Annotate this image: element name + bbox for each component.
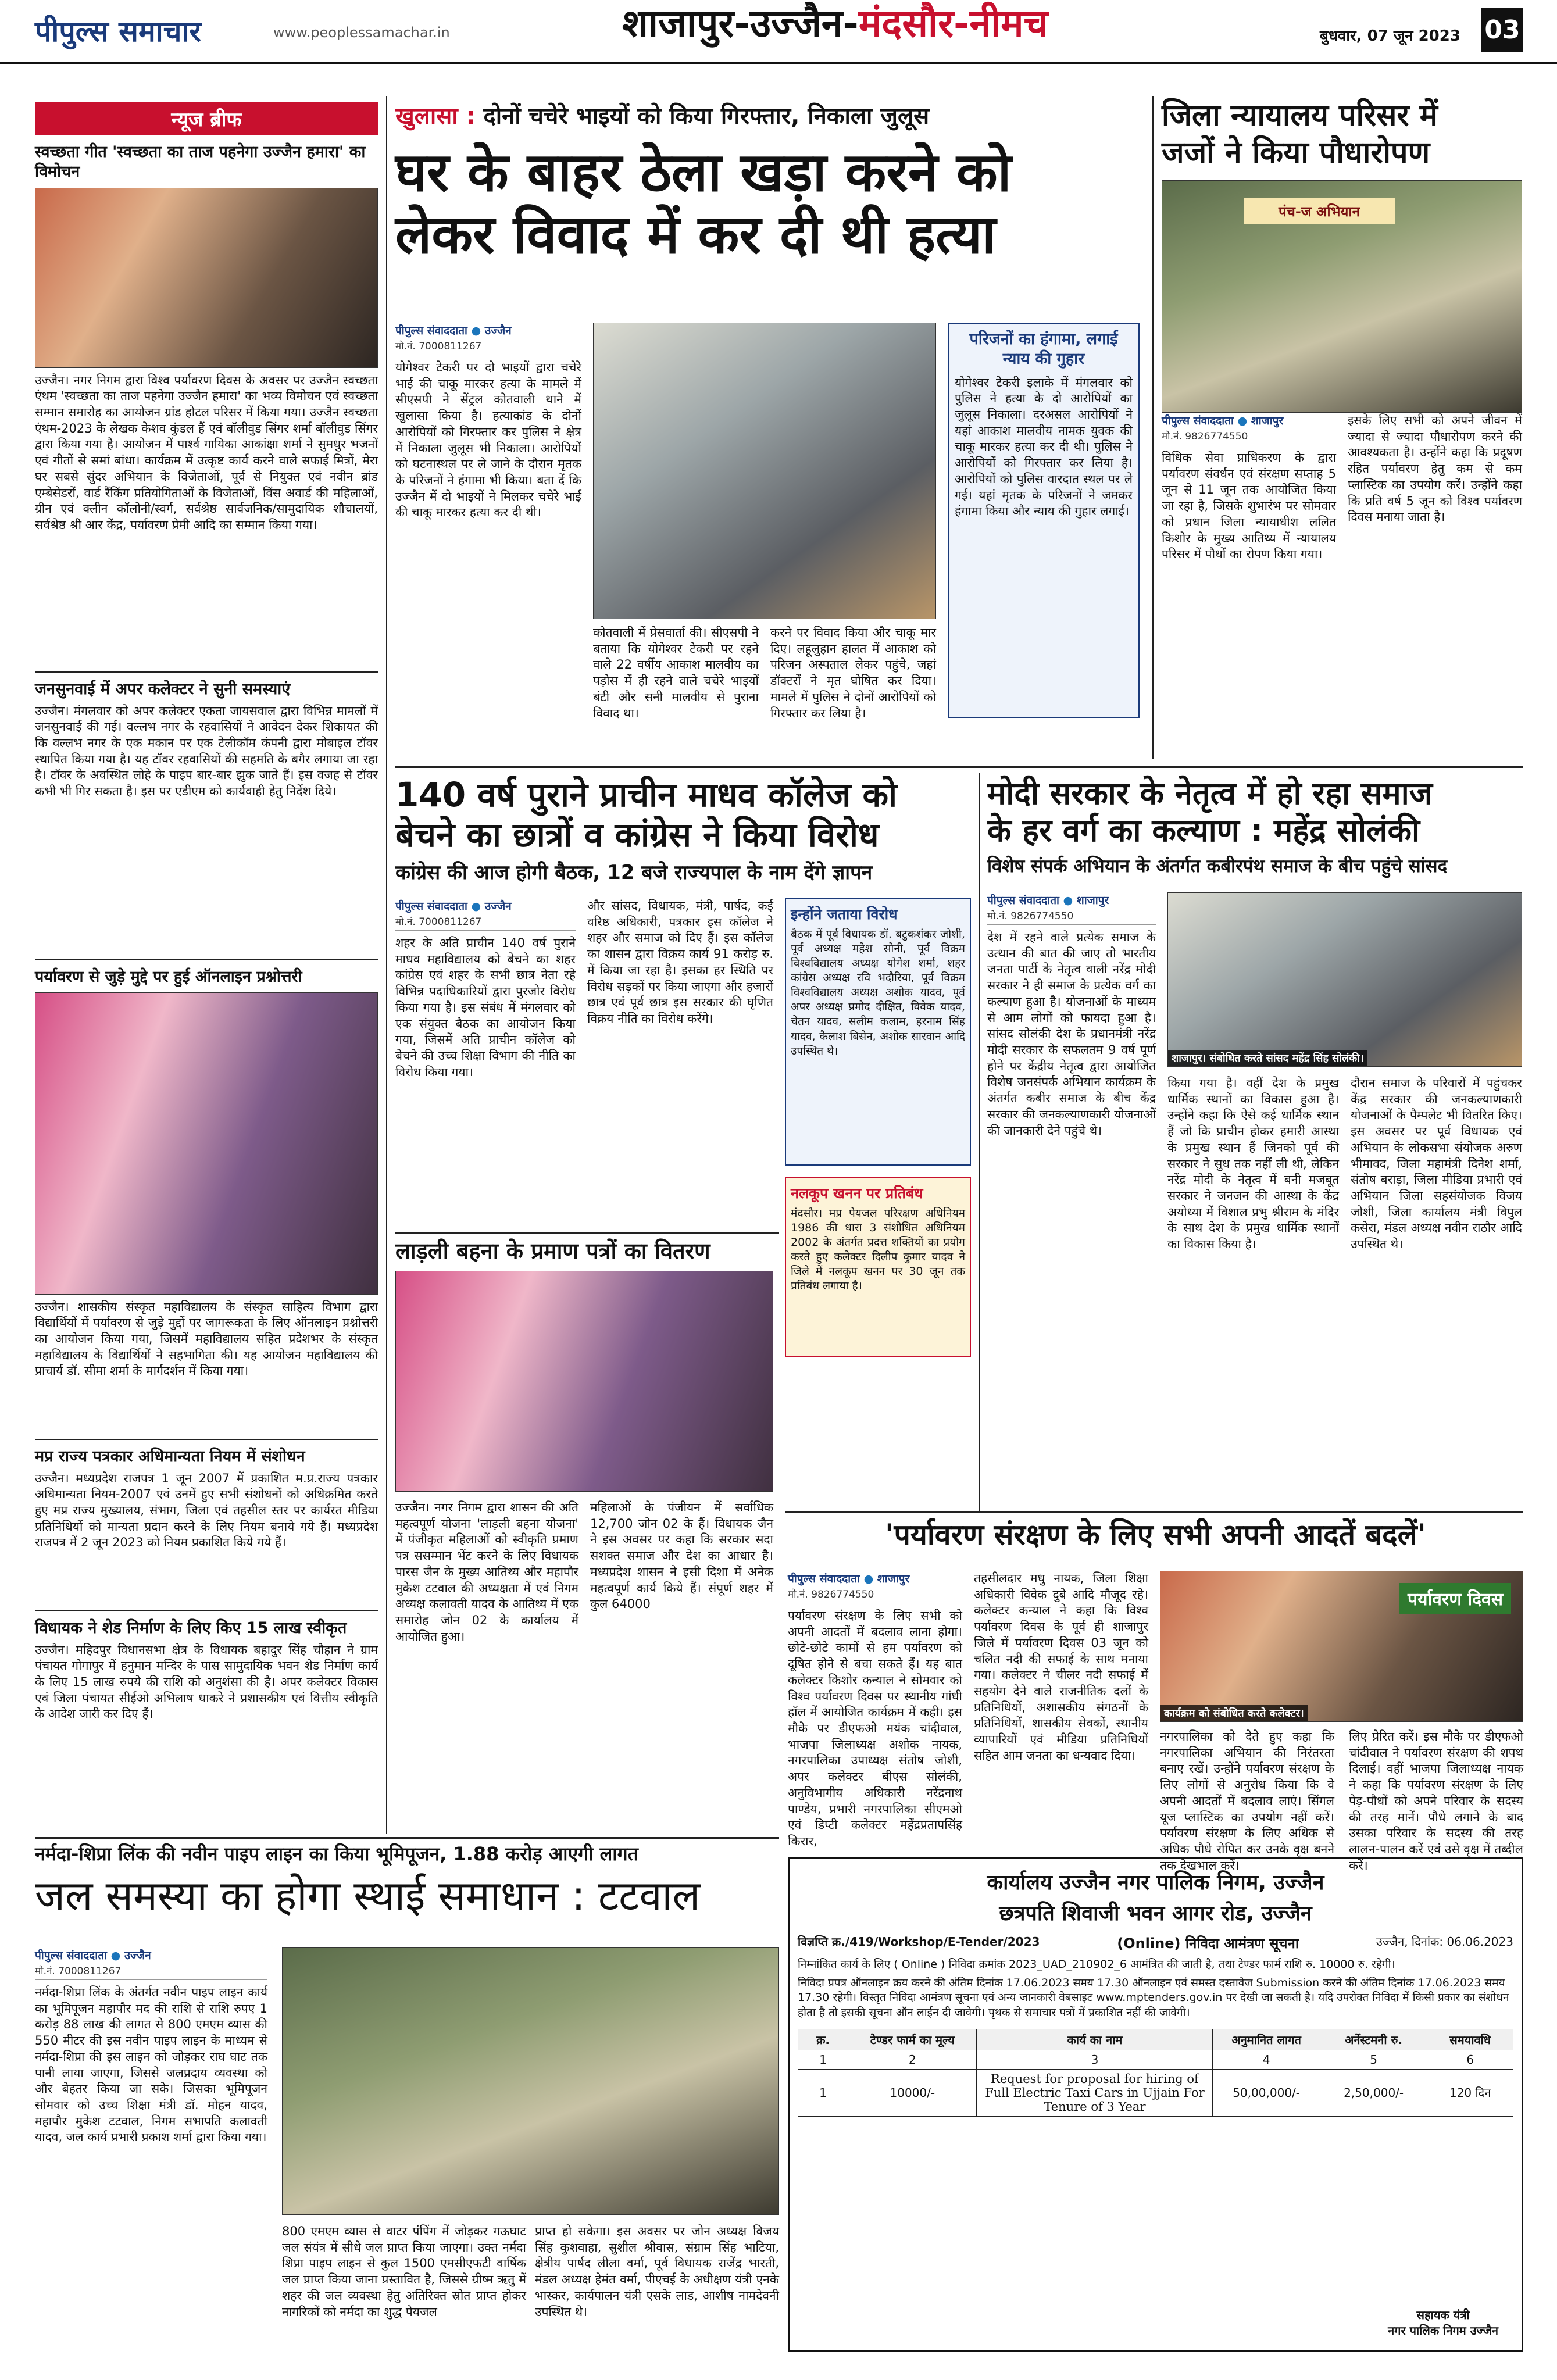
college-headline-line1: 140 वर्ष पुराने प्राचीन माधव कॉलेज को [395,775,898,814]
env-photo [1160,1571,1523,1722]
table-cell: 4 [1213,2050,1320,2069]
tender-th-form-price: टेण्डर फार्म का मूल्य [848,2029,977,2050]
brief-5-title: विधायक ने शेड निर्माण के लिए किए 15 लाख स्वीकृत [35,1610,378,1638]
table-cell: Request for proposal for hiring of Full Electric Taxi Cars in Ujjain For Tenure of 3 Year [977,2069,1213,2116]
ladli-col2-text: महिलाओं के पंजीयन में सर्वाधिक 12,700 जोन 02 के हैं। विधायक जैन ने इस अवसर पर कहा कि सरकार सदा सशक्त समाज और देश का आधार है। मध्यप्रदेश शासन ने इसी दिशा में अनेक महत्वपूर्ण कार्य किये हैं। संपूर्ण शहर में कुल 64000 [590,1500,773,1611]
lead-col1-text: योगेश्वर टेकरी पर दो भाइयों द्वारा चचेरे भाई की चाकू मारकर हत्या के मामले में सीएसपी ने सेंट्रल कोतवाली थाने में खुलासा किया है। हत्याकांड के दोनों आरोपियों को गिरफ्तार कर पुलिस ने क्षेत्र में निकाला जुलूस भी निकाला। आरोपियों को घटनास्थल पर ले जाने के दौरान मृतक के परिजनों ने हंगामा भी किया। बता दें कि उज्जैन में दो भाइयों ने मिलकर चचेरे भाई की चाकू मारकर हत्या कर दी थी। [395,360,581,520]
issue-date: बुधवार, 07 जून 2023 [1320,27,1460,45]
brief-4-title: मप्र राज्य पत्रकार अधिमान्यता नियम में संशोधन [35,1439,378,1466]
tree-col2-text: इसके लिए सभी को अपने जीवन में ज्यादा से ज्यादा पौधारोपण करने की आवश्यकता है। उन्होंने कहा कि प्रदूषण रहित पर्यावरण हेतु कम से कम प्लास्टिक का उपयोग करें। उन्होंने कहा कि प्रति वर्ष 5 जून को विश्व पर्यावरण दिवस मनाया जाता है। [1348,413,1522,524]
water-mobile: मो.नं. 7000811267 [35,1964,267,1980]
table-cell: 2 [848,2050,977,2069]
brief-3-body: उज्जैन। शासकीय संस्कृत महाविद्यालय के संस्कृत साहित्य विभाग द्वारा विद्यार्थियों में पर्यावरण से जुड़े मुद्दों पर जागरूकता के लिए ऑनलाइन प्रश्नोत्तरी का आयोजन किया गया, जिसमें महाविद्यालय सहित प्रदेशभर के संस्कृत महाविद्यालय के विद्यार्थियों ने सहभागिता की। यह आयोजन महाविद्यालय की प्राचार्य डॉ. सीमा शर्मा के मार्गदर्शन में किया गया। [35,1299,378,1378]
tree-photo [1162,180,1522,413]
lead-side-box [948,323,1140,718]
ladli-headline: लाड़ली बहना के प्रमाण पत्रों का वितरण [395,1232,779,1265]
env-mobile: मो.नं. 9826774550 [788,1587,962,1603]
masthead [0,0,1557,64]
water-story [35,1843,779,2349]
college-col1-text: शहर के अति प्राचीन 140 वर्ष पुराने माधव महाविद्यालय को बेचने का शहर कांग्रेस एवं शहर के सभी छात्र नेता रहे विभिन्न पदाधिकारियों द्वारा पुरजोर विरोध किया गया है। इस संबंध में मंगलवार को एक संयुक्त बैठक का आयोजन किया गया, जिसमें अति प्राचीन कॉलेज को बेचने की उच्च शिक्षा विभाग की नीति का विरोध किया गया। [395,936,576,1079]
env-col1-text: पर्यावरण संरक्षण के लिए सभी को अपनी आदतों में बदलाव लाना होगा। छोटे-छोटे कामों से हम पर्यावरण को दूषित होने से बचा सकते हैं। यह बात कलेक्टर किशोर कन्याल ने सोमवार को विश्व पर्यावरण दिवस पर स्थानीय गांधी हॉल में आयोजित कार्यक्रम में कही। इस मौके पर डीएफओ मयंक चांदीवाल, भाजपा जिलाध्यक्ष अशोक नायक, नगरपालिका उपाध्यक्ष संतोष जोशी, अपर कलेक्टर बीएस सोलंकी, अनुविभागीय अधिकारी नरेंद्रनाथ पाण्डेय, प्रभारी नगरपालिका सीएमओ एवं डिप्टी कलेक्टर महेंद्रप्रतापसिंह किरार, [788,1609,962,1849]
modi-col3 [1351,1075,1522,1494]
tree-mobile: मो.नं. 9826774550 [1162,429,1336,445]
table-cell: 120 दिन [1427,2069,1513,2116]
brief-1-title: स्वच्छता गीत 'स्वच्छता का ताज पहनेगा उज्जैन हमारा' का विमोचन [35,143,366,181]
side-box-title: परिजनों का हंगामा, लगाई न्याय की गुहार [969,330,1118,368]
horizontal-rule-2 [785,1511,1523,1513]
env-banner: पर्यावरण दिवस [1399,1583,1511,1614]
ladli-col2 [590,1500,773,1767]
env-headline: 'पर्यावरण संरक्षण के लिए सभी अपनी आदतें बदलें' [885,1518,1426,1552]
page-number: 03 [1481,8,1523,52]
water-col2-text: 800 एमएम व्यास से वाटर पंपिंग में जोड़कर गऊघाट जल संयंत्र में सीधे जल प्राप्त किया जाएगा। उक्त नर्मदा शिप्रा पाइप लाइन से कुल 1500 एमसीएफटी वार्षिक जल प्राप्त किया जाना प्रस्तावित है, जिससे ग्रीष्म ऋतु में शहर की जल व्यवस्था हेतु अतिरिक्त स्रोत प्राप्त होकर नागरिकों को नर्मदा का शुद्ध पेयजल [282,2224,526,2319]
college-byline: पीपुल्स संवाददाता ● उज्जैन [395,900,512,913]
env-col2 [974,1571,1148,1844]
tender-th-work-name: कार्य का नाम [977,2029,1213,2050]
tender-notice [788,1857,1523,2352]
table-cell: 1 [798,2050,848,2069]
column-divider-left [386,96,387,1834]
tender-org-line1: कार्यालय उज्जैन नगर पालिक निगम, उज्जैन [987,1871,1324,1895]
ban-box [785,1177,971,1357]
tender-ref-mid: (Online) निविदा आमंत्रण सूचना [1117,1935,1299,1952]
tender-th-sno: क्र. [798,2029,848,2050]
brief-3-title: पर्यावरण से जुड़े मुद्दे पर हुई ऑनलाइन प्रश्नोत्तरी [35,959,378,987]
env-col4-text: लिए प्रेरित करें। इस मौके पर डीएफओ चांदीवाल ने पर्यावरण संरक्षण की शपथ दिलाई। वहीं भाजपा जिलाध्यक्ष नायक ने कहा कि पर्यावरण संरक्षण के लिए पेड़-पौधों को अपने परिवार के सदस्य की तरह मानें। पौधे लगाने के बाद उसका परिवार के सदस्य की तरह लालन-पालन करें एवं उसे वृक्ष में तब्दील करें। [1349,1729,1523,1872]
horizontal-rule-1 [395,766,1523,768]
ladli-col1 [395,1500,578,1767]
horizontal-rule-3 [35,1837,779,1839]
brief-1-body: उज्जैन। नगर निगम द्वारा विश्व पर्यावरण दिवस के अवसर पर उज्जैन स्वच्छता एंथम 'स्वच्छता का ताज पहनेगा उज्जैन हमारा' का भव्य विमोचन एवं स्वच्छता सम्मान समारोह का आयोजन ग्रांड होटल परिसर में किया गया। उज्जैन स्वच्छता एंथम-2023 के लेखक केशव कुंडल हैं एवं बॉलीवुड सिंगर शर्मा बॉलीवुड सिंगर द्वारा किया गया है। आयोजन में पार्श्व गायिका आकांक्षा शर्मा ने सुमधुर भजनों एवं गीतों से समां बांधा। कार्यक्रम में उत्कृष्ट कार्य करने वाले सफाई मित्रों, मेरा घर सबसे सुंदर अभियान के विजेताओं, पूर्व से नियुक्त एवं नवीन ब्रांड एम्बेसेडरों, वार्ड रैंकिंग प्रतियोगिताओं के विजेताओं, विंस अवार्ड की महिलाओं, ग्रीन एवं क्लीन कॉलोनी/स्वर्ग, सर्वश्रेष्ठ सार्वजनिक/सामुदायिक शौचालयों, सर्वश्रेष्ठ श्री आर केंद्र, पर्यावरण प्रेमी आदि का सम्मान किया गया। [35,373,378,532]
tender-th-duration: समयावधि [1427,2029,1513,2050]
lead-headline-line2: लेकर विवाद में कर दी थी हत्या [395,203,996,266]
modi-photo [1167,892,1522,1067]
brief-2-title: जनसुनवाई में अपर कलेक्टर ने सुनी समस्याएं [35,671,378,699]
tree-headline-line1: जिला न्यायालय परिसर में [1162,98,1438,133]
college-col1 [395,898,576,1226]
modi-col1 [987,892,1156,1488]
env-story [788,1518,1523,1872]
modi-headline-line1: मोदी सरकार के नेतृत्व में हो रहा समाज [987,775,1433,812]
tree-col1 [1162,413,1336,752]
water-kicker: नर्मदा-शिप्रा लिंक की नवीन पाइप लाइन का किया भूमिपूजन, 1.88 करोड़ आएगी लागत [35,1843,638,1865]
ladli-story [395,1232,779,1773]
college-col2 [587,898,773,1230]
water-byline: पीपुल्स संवाददाता ● उज्जैन [35,1949,151,1962]
ladli-photo [395,1271,773,1492]
table-row [798,2069,1513,2116]
water-col3-text: प्राप्त हो सकेगा। इस अवसर पर जोन अध्यक्ष विजय सिंह कुशवाहा, सुशील श्रीवास, संग्राम सिंह भाटिया, क्षेत्रीय पार्षद लीला वर्मा, पूर्व विधायक राजेंद्र भारती, मंडल अध्यक्ष हेमंत वर्मा, पीएचई के अधीक्षण यंत्री एनके भास्कर, कार्यपालन यंत्री एसके लाड, आशीष नामदेवनी उपस्थित थे। [535,2224,779,2319]
tree-byline: पीपुल्स संवाददाता ● शाजापुर [1162,414,1284,427]
tender-signature [1388,2307,1498,2338]
lead-col3 [770,625,936,753]
table-cell: 10000/- [848,2069,977,2116]
paper-logo: पीपुल्स समाचार [35,15,201,48]
lead-kicker [395,99,1145,131]
modi-subhead: विशेष संपर्क अभियान के अंतर्गत कबीरपंथ समाज के बीच पहुंचे सांसद [987,855,1448,877]
tender-notice-2: निविदा प्रपत्र ऑनलाइन क्रय करने की अंतिम दिनांक 17.06.2023 समय 17.30 ऑनलाइन एवं समस्त दस्तावेज Submission करने की अंतिम दिनांक 17.06.2023 समय 17.30 रहेगी। विस्तृत निविदा आमंत्रण सूचना एवं अन्य जानकारी वेबसाइट www.mptenders.gov.in पर देखी जा सकती है। यदि उपरोक्त निविदा में किसी प्रकार का संशोधन होता है तो इसकी सूचना ऑन लाईन दी जावेगी। पृथक से समाचार पत्रों में प्रकाशित नहीं की जावेगी। [798,1976,1509,2019]
env-byline: पीपुल्स संवाददाता ● शाजापुर [788,1573,910,1585]
ladli-col1-text: उज्जैन। नगर निगम द्वारा शासन की अति महत्वपूर्ण योजना 'लाड़ली बहना योजना' में पंजीकृत महिलाओं को स्वीकृति प्रमाण पत्र ससम्मान भेंट करने के लिए विधायक पारस जैन के मुख्य आतिथ्य और महापौर मुकेश टटवाल की अध्यक्षता में एवं निगम अध्यक्ष कलावती यादव के आतिथ्य में एक समारोह जोन 02 के कार्यालय में आयोजित हुआ। [395,1500,578,1643]
tree-banner: पंच-ज अभियान [1244,198,1395,224]
table-cell: 1 [798,2069,848,2116]
college-side-title: इन्होंने जताया विरोध [791,906,898,923]
college-side-text: बैठक में पूर्व विधायक डॉ. बटुकशंकर जोशी, पूर्व अध्यक्ष महेश सोनी, पूर्व विक्रम विश्वविद्यालय अध्यक्ष योगेश शर्मा, शहर कांग्रेस अध्यक्ष रवि भदौरिया, पूर्व विक्रम विश्वविद्यालय अध्यक्ष अशोक यादव, पूर्व अपर अध्यक्ष प्रमोद दीक्षित, विवेक यादव, चेतन यादव, सलीम कलाम, हरनाम सिंह यादव, कैलाश बिसेन, अशोक सारवान आदि उपस्थित थे। [791,928,965,1057]
tree-story [1162,99,1522,762]
env-col3 [1160,1729,1334,1872]
column-divider-center [979,773,980,1511]
env-photo-caption: कार्यक्रम को संबोधित करते कलेक्टर। [1160,1705,1308,1721]
tender-ref-left: विज्ञप्ति क्र./419/Workshop/E-Tender/2023 [798,1935,1040,1949]
modi-mobile: मो.नं. 9826774550 [987,909,1156,925]
college-col2-text: और सांसद, विधायक, मंत्री, पार्षद, कई वरिष्ठ अधिकारी, पत्रकार इस कॉलेज ने शहर और समाज को दिए हैं। इस कॉलेज का शासन द्वारा विक्रय कार्य 91 करोड़ रु. में किया जा रहा है। इसका हर स्थिति पर विरोध सड़कों पर किया जाएगा और हजारों छात्र एवं पूर्व छात्र इस सरकार की घृणित विक्रय नीति का विरोध करेंगे। [587,899,773,1026]
water-col1-text: नर्मदा-शिप्रा लिंक के अंतर्गत नवीन पाइप लाइन कार्य का भूमिपूजन महापौर मद की राशि से राशि रुपए 1 करोड़ 88 लाख की लागत से 800 एमएम व्यास की 550 मीटर की इस नवीन पाइप लाइन के माध्यम से नर्मदा-शिप्रा की इस लाइन को जोड़कर राघ घाट तक पानी लाया जाएगा, जिससे जलप्रदाय व्यवस्था को और बेहतर किया जा सके। जिसका भूमिपूजन सोमवार को उच्च शिक्षा मंत्री डॉ. मोहन यादव, महापौर मुकेश टटवाल, निगम सभापति कलावती यादव, जल कार्य प्रभारी प्रकाश शर्मा द्वारा किया गया। [35,1985,267,2145]
modi-col2 [1167,1075,1339,1494]
lead-col2 [593,625,759,753]
college-mobile: मो.नं. 7000811267 [395,914,576,931]
tender-number-row [798,2050,1513,2069]
lead-mobile: मो.नं. 7000811267 [395,339,581,355]
tree-col1-text: विधिक सेवा प्राधिकरण के द्वारा पर्यावरण संवर्धन एवं संरक्षण सप्ताह 5 जून से 11 जून तक आयोजित किया जा रहा है, जिसके शुभारंभ पर सोमवार को प्रधान जिला न्यायाधीश ललित किशोर के मुख्य आतिथ्य में न्यायालय परिसर में पौधों का रोपण किया गया। [1162,451,1336,562]
tender-ref-right: उज्जैन, दिनांक: 06.06.2023 [1376,1935,1513,1949]
news-brief-label: न्यूज ब्रीफ [35,102,378,135]
table-cell: 5 [1320,2050,1427,2069]
lead-photo [593,323,936,619]
lead-story [395,99,1145,762]
table-cell: 3 [977,2050,1213,2069]
ban-text: मंदसौर। मप्र पेयजल परिरक्षण अधिनियम 1986 की धारा 3 संशोधित अधिनियम 2002 के अंतर्गत प्रदत्त शक्तियों का प्रयोग करते हुए कलेक्टर दिलीप कुमार यादव ने जिले में नलकूप खनन पर 30 जून तक प्रतिबंध लगाया है। [791,1207,965,1293]
brief-5-body: उज्जैन। महिदपुर विधानसभा क्षेत्र के विधायक बहादुर सिंह चौहान ने ग्राम पंचायत गोगापुर में हनुमान मन्दिर के पास सामुदायिक भवन शेड निर्माण कार्य के लिए 15 लाख रुपये की राशि को अनुशंसा की है। अपर कलेक्टर विकास एवं जिला पंचायत सीईओ अभिलाष धाकरे ने प्रशासकीय एवं वित्तीय स्वीकृति के आदेश जारी कर दिए हैं। [35,1642,378,1721]
tree-col2 [1348,413,1522,756]
ban-title: नलकूप खनन पर प्रतिबंध [791,1185,923,1202]
lead-col1 [395,323,581,732]
water-col1 [35,1947,267,2345]
tender-th-emd: अर्नेस्टमनी रु. [1320,2029,1427,2050]
modi-col1-text: देश में रहने वाले प्रत्येक समाज के उत्थान की बात की जाए तो भारतीय जनता पार्टी के नेतृत्व वाली नरेंद्र मोदी सरकार ने ही समाज के प्रत्येक वर्ग का कल्याण हुआ है। योजनाओं के माध्यम से आम लोगों को फायदा हुआ है। सांसद सोलंकी देश के प्रधानमंत्री नरेंद्र मोदी सरकार के सफलतम 9 वर्ष पूर्ण होने पर केंद्रीय नेतृत्व द्वारा आयोजित विशेष जनसंपर्क अभियान कार्यक्रम के अंतर्गत कबीर समाज के बीच केंद्र सरकार की जनकल्याणकारी योजनाओं की जानकारी देने पहुंचे थे। [987,930,1156,1138]
tender-table [798,2029,1513,2117]
college-headline-line2: बेचने का छात्रों व कांग्रेस ने किया विरोध [395,814,879,855]
table-cell: 2,50,000/- [1320,2069,1427,2116]
env-col3-text: नगरपालिका को देते हुए कहा कि नगरपालिका अभियान की निरंतरता बनाए रखें। उन्होंने पर्यावरण संरक्षण के लिए लोगों से अनुरोध किया कि वे अपनी आदतों में बदलाव लाएं। सिंगल यूज प्लास्टिक का उपयोग नहीं करें। पर्यावरण संरक्षण के लिए अधिक से अधिक पौधे रोपित कर उनके वृक्ष बनने तक देखभाल करें। [1160,1729,1334,1872]
tender-th-cost: अनुमानित लागत [1213,2029,1320,2050]
modi-col3-text: दौरान समाज के परिवारों में पहुंचकर केंद्र सरकार की जनकल्याणकारी योजनाओं के पैम्पलेट भी वितरित किए। इस अवसर पर पूर्व विधायक एवं अभियान के लोकसभा संयोजक अरुण भीमावद, जिला महामंत्री दिनेश शर्मा, संतोष बराड़ा, जिला मीडिया प्रभारी एवं अभियान जिला सहसंयोजक विजय जोशी, जिला कार्यालय मंत्री विपुल कसेरा, मंडल अध्यक्ष नवीन राठौर आदि उपस्थित थे। [1351,1076,1522,1252]
water-photo [282,1947,779,2215]
tender-ref-row [798,1934,1513,1953]
lead-kicker-label: खुलासा : [395,103,476,130]
env-col2-text: तहसीलदार मधु नायक, जिला शिक्षा अधिकारी विवेक दुबे आदि मौजूद रहे। कलेक्टर कन्याल ने कहा कि विश्व पर्यावरण दिवस के पूर्व ही शाजापुर जिले में पर्यावरण दिवस 03 जून को चलित नदी की सफाई के साथ मनाया गया। कलेक्टर ने चीलर नदी सफाई में सहयोग देने वाले राजनीतिक दलों के प्रतिनिधियों, अशासकीय संगठनों के प्रतिनिधियों, शासकीय सेवकों, स्थानीय व्यापारियों एवं मीडिया प्रतिनिधियों सहित आम जनता का धन्यवाद दिया। [974,1571,1148,1763]
tender-notice-1: निम्नांकित कार्य के लिए ( Online ) निविदा क्रमांक 2023_UAD_210902_6 आमंत्रित की जाती है, तथा टेण्डर फार्म राशि रु. 10000 रु. रहेगी। [798,1958,1395,1971]
website-url: www.peoplessamachar.in [273,24,450,41]
tender-header-row [798,2029,1513,2050]
env-col1 [788,1571,962,1849]
college-side-box [785,898,971,1166]
section-title [622,1,1048,46]
modi-byline: पीपुल्स संवाददाता ● शाजापुर [987,894,1109,907]
brief-2-body: उज्जैन। मंगलवार को अपर कलेक्टर एकता जायसवाल द्वारा विभिन्न मामलों में जनसुनवाई की गई। वल्लभ नगर के रहवासियों ने आवेदन देकर शिकायत की कि वल्लभ नगर के एक मकान पर एक टेलीकॉम कंपनी द्वारा मोबाइल टॉवर स्थापित किया गया है। यह टॉवर रहवासियों की सहमति के बगैर लगाया जा रहा है। टॉवर के अवस्थित लोहे के पाइप बार-बार झुक जाते हैं। इस वजह से टॉवर कभी भी गिर सकता है। इस पर एडीएम को कार्यवाही हेतु निर्देश दिये। [35,703,378,799]
lead-headline-line1: घर के बाहर ठेला खड़ा करने को [395,141,1012,203]
water-col2 [282,2224,526,2340]
brief-1-photo [35,188,378,368]
side-box-text: योगेश्वर टेकरी इलाके में मंगलवार को पुलिस ने हत्या के दो आरोपियों का जुलूस निकाला। दरअसल आरोपियों ने यहां आकाश मालवीय नामक युवक की चाकू मारकर हत्या कर दी थी। पुलिस ने आरोपियों को गिरफ्तार कर लिया है। आरोपियों को पुलिस वारदात स्थल पर ले गई। यहां मृतक के परिजनों ने जमकर हंगामा किया और न्याय की गुहार लगाई। [955,375,1133,519]
column-divider-mid [1152,96,1154,759]
college-subhead: कांग्रेस की आज होगी बैठक, 12 बजे राज्यपाल के नाम देंगे ज्ञापन [395,860,873,884]
env-col4 [1349,1729,1523,1872]
brief-3-photo [35,992,378,1295]
table-cell: 50,00,000/- [1213,2069,1320,2116]
lead-col2-text: कोतवाली में प्रेसवार्ता की। सीएसपी ने बताया कि योगेश्वर टेकरी पर रहने वाले 22 वर्षीय आकाश मालवीय का पड़ोस में ही रहने वाले चचेरे भाइयों बंटी और सनी मालवीय से पुराना विवाद था। [593,626,759,720]
brief-4-body: उज्जैन। मध्यप्रदेश राजपत्र 1 जून 2007 में प्रकाशित म.प्र.राज्य पत्रकार अधिमान्यता नियम-2007 एवं उनमें हुए सभी संशोधनों को अधिक्रमित करते हुए मप्र राज्य मुख्यालय, संभाग, जिला एवं तहसील स्तर पर कार्यरत मीडिया प्रतिनिधियों को मान्यता प्रदान करने के लिए नियम बनाये गये हैं। मध्यप्रदेश राजपत्र में 2 जून 2023 को नियम प्रकाशित किये गये हैं। [35,1471,378,1550]
tree-headline-line2: जजों ने किया पौधारोपण [1162,135,1430,171]
tender-org-line2: छत्रपति शिवाजी भवन आगर रोड, उज्जैन [999,1902,1312,1925]
section-title-part1: शाजापुर-उज्जैन- [622,1,859,46]
table-cell: 6 [1427,2050,1513,2069]
news-brief-column [35,102,378,1834]
modi-col2-text: किया गया है। वहीं देश के प्रमुख धार्मिक स्थानों का विकास हुआ है। उन्होंने कहा कि ऐसे कई धार्मिक स्थान हैं जो कि प्राचीन होकर हमारी आस्था के प्रमुख स्थान हैं जिनको पूर्व की सरकार ने सुध तक नहीं ली थी, लेकिन नरेंद्र मोदी के नेतृत्व में बनी मजबूत सरकार ने जनजन की आस्था के केंद्र अयोध्या में विशाल प्रभु श्रीराम के मंदिर के साथ देश के प्रमुख धार्मिक स्थानों का विकास किया है। [1167,1076,1339,1252]
lead-col3-text: करने पर विवाद किया और चाकू मार दिए। लहूलुहान हालत में आकाश को परिजन अस्पताल लेकर पहुंचे, जहां डॉक्टरों ने मृत घोषित कर दिया। मामले में पुलिस ने दोनों आरोपियों को गिरफ्तार कर लिया है। [770,626,936,720]
lead-byline: पीपुल्स संवाददाता ● उज्जैन [395,324,512,337]
modi-story [987,776,1522,1503]
modi-headline-line2: के हर वर्ग का कल्याण : महेंद्र सोलंकी [987,812,1420,849]
section-title-part2: मंदसौर-नीमच [858,1,1048,46]
tender-sign-line2: नगर पालिक निगम उज्जैन [1388,2324,1498,2338]
water-headline: जल समस्या का होगा स्थाई समाधान : टटवाल [35,1872,701,1920]
water-col3 [535,2224,779,2340]
tender-sign-line1: सहायक यंत्री [1416,2308,1470,2322]
lead-kicker-text: दोनों चचेरे भाइयों को किया गिरफ्तार, निकाला जुलूस [483,103,930,130]
modi-photo-caption: शाजापुर। संबोधित करते सांसद महेंद्र सिंह सोलंकी। [1168,1050,1367,1066]
